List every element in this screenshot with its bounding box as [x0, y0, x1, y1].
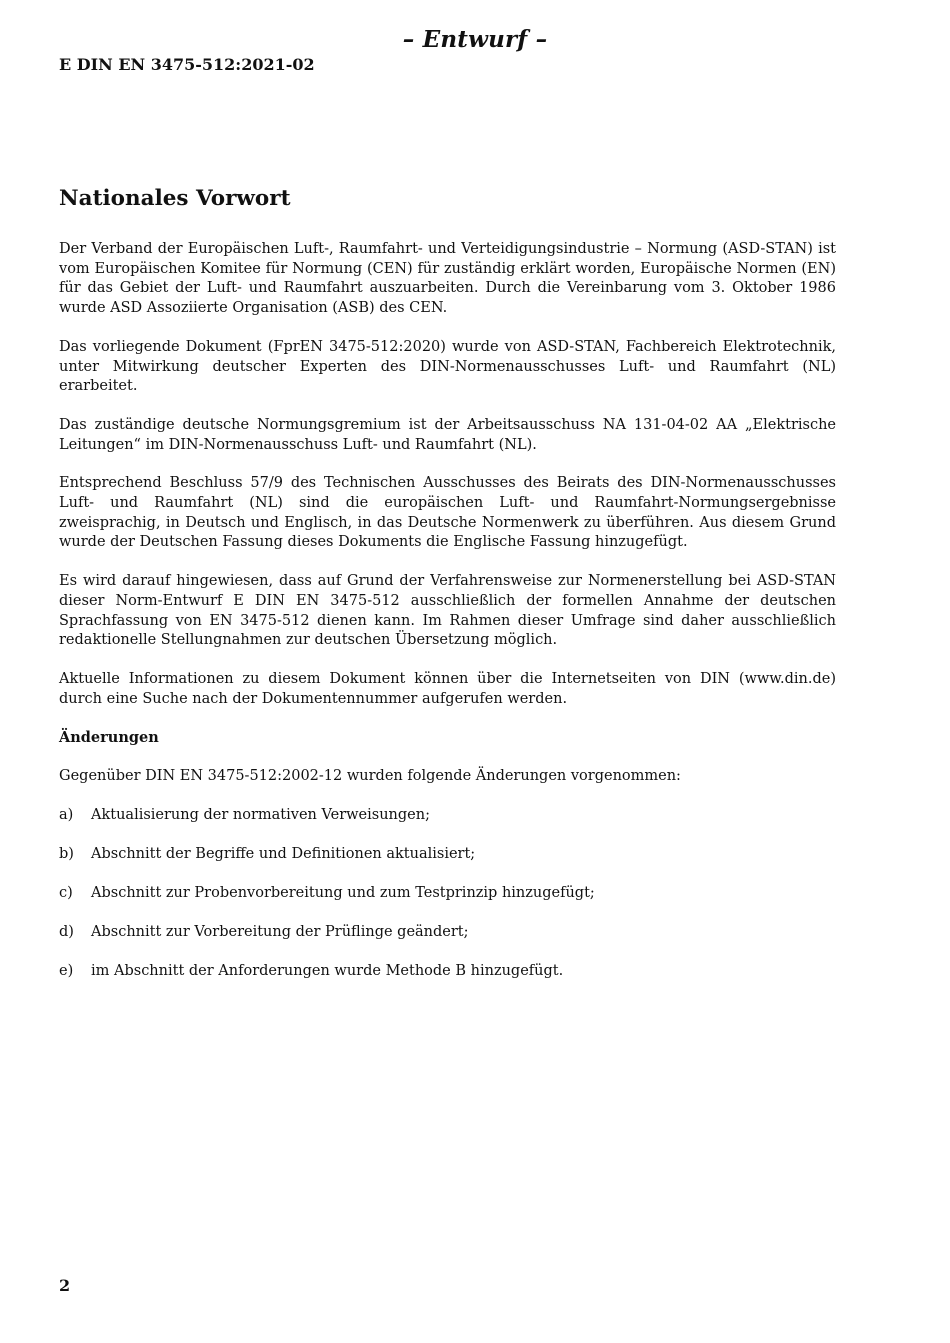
list-marker: b): [59, 845, 74, 862]
paragraph: Entsprechend Beschluss 57/9 des Technischen Ausschusses des Beirats des DIN-Normenausschusses Luft- und Raumfahrt (NL) sind die europäischen Luft- und Raumfahrt-Normungsergebnisse zweisprachig, in Deutsch und Englisch, in das Deutsche Normenwerk zu überführen. Aus diesem Grund wurde der Deutschen Fassung dieses Dokuments die Englische Fassung hinzugefügt.: [59, 475, 836, 551]
list-item: [59, 962, 836, 982]
draft-watermark-title: – Entwurf –: [402, 26, 548, 53]
paragraph: Der Verband der Europäischen Luft-, Raumfahrt- und Verteidigungsindustrie – Normung (ASD-STAN) ist vom Europäischen Komitee für Normung (CEN) für zuständig erklärt worden, Europäische Normen (EN) für das Gebiet der Luft- und Raumfahrt auszuarbeiten. Durch die Vereinbarung vom 3. Oktober 1986 wurde ASD Assoziierte Organisation (ASB) des CEN.: [59, 241, 836, 317]
list-item: [59, 845, 836, 865]
list-item: [59, 806, 836, 826]
paragraph: Das zuständige deutsche Normungsgremium ist der Arbeitsausschuss NA 131-04-02 AA „Elektrische Leitungen“ im DIN-Normenausschuss Luft- und Raumfahrt (NL).: [59, 416, 836, 453]
list-marker: c): [59, 884, 73, 901]
list-item-text: im Abschnitt der Anforderungen wurde Methode B hinzugefügt.: [91, 962, 564, 979]
changes-intro: Gegenüber DIN EN 3475-512:2002-12 wurden folgende Änderungen vorgenommen:: [59, 768, 681, 785]
paragraph: Aktuelle Informationen zu diesem Dokument können über die Internetseiten von DIN (www.din.de) durch eine Suche nach der Dokumentennummer aufgerufen werden.: [59, 670, 836, 707]
list-item-text: Abschnitt der Begriffe und Definitionen aktualisiert;: [91, 845, 476, 862]
list-item-text: Aktualisierung der normativen Verweisungen;: [91, 806, 430, 823]
list-marker: a): [59, 806, 74, 823]
changes-list: [59, 806, 836, 982]
list-item-text: Abschnitt zur Vorbereitung der Prüflinge geändert;: [91, 923, 469, 940]
paragraph: Es wird darauf hingewiesen, dass auf Grund der Verfahrensweise zur Normenerstellung bei ASD-STAN dieser Norm-Entwurf E DIN EN 3475-512 ausschließlich der formellen Annahme der deutschen Sprachfassung von EN 3475-512 dienen kann. Im Rahmen dieser Umfrage sind daher ausschließlich redaktionelle Stellungnahmen zur deutschen Übersetzung möglich.: [59, 573, 836, 649]
list-item-text: Abschnitt zur Probenvorbereitung und zum Testprinzip hinzugefügt;: [91, 884, 595, 901]
document-id: E DIN EN 3475-512:2021-02: [59, 55, 315, 74]
list-item: [59, 884, 836, 904]
section-title: Nationales Vorwort: [59, 186, 291, 211]
list-marker: e): [59, 962, 74, 979]
page-number: 2: [59, 1276, 71, 1295]
national-foreword-section: [59, 186, 836, 1001]
list-marker: d): [59, 923, 74, 940]
paragraph: Das vorliegende Dokument (FprEN 3475-512:2020) wurde von ASD-STAN, Fachbereich Elektrotechnik, unter Mitwirkung deutscher Experten des DIN-Normenausschusses Luft- und Raumfahrt (NL) erarbeitet.: [59, 338, 836, 395]
list-item: [59, 923, 836, 943]
changes-heading: Änderungen: [59, 729, 159, 747]
